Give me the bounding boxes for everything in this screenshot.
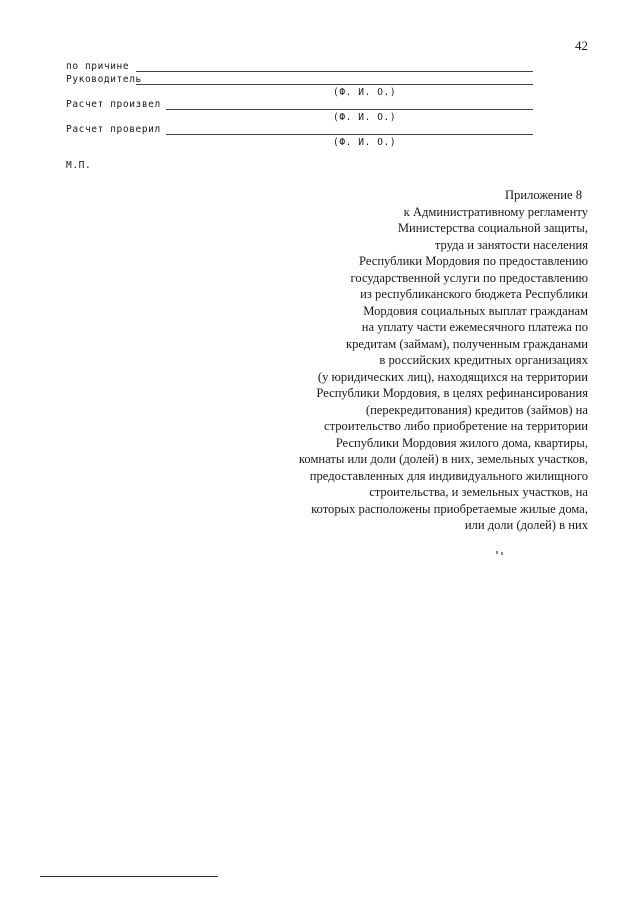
appendix-line: в российских кредитных организациях [379,353,588,367]
appendix-line: Республики Мордовия жилого дома, квартиры, [335,435,588,450]
head-line [136,84,533,85]
appendix-line: труда и занятости населения [434,237,588,252]
checked-line [166,134,533,135]
appendix-line: строительства, и земельных участков, на [369,485,588,499]
calculated-line [166,109,533,110]
appendix-line: Республики Мордовия по предоставлению [358,254,588,268]
appendix-line: Республики Мордовия, в целях рефинансирования [316,386,588,400]
calculated-label: Расчет произвел [66,99,161,110]
footnote-separator [40,876,218,877]
calculated-fio-caption: (Ф. И. О.) [333,112,397,123]
appendix-line: к Административному регламенту [403,204,588,219]
appendix-line: Мордовия социальных выплат гражданам [363,303,588,318]
appendix-line: которых расположены приобретаемые жилые дома, [311,501,588,516]
appendix-line: комнаты или доли (долей) в них, земельных участков, [298,452,588,466]
reason-line [136,71,533,72]
checked-fio-caption: (Ф. И. О.) [333,137,397,148]
appendix-line: из республиканского бюджета Республики [360,287,588,301]
appendix-line: Министерства социальной защиты, [397,221,588,235]
head-fio-caption: (Ф. И. О.) [333,87,397,98]
head-label: Руководитель [66,74,142,85]
appendix-line: (перекредитования) кредитов (займов) на [365,402,588,417]
appendix-line: (у юридических лиц), находящихся на территории [317,369,588,384]
reason-label: по причине [66,61,130,72]
appendix-line: кредитам (займам), полученным гражданами [345,336,588,351]
checked-label: Расчет проверил [66,124,161,135]
appendix-line: Приложение 8 [504,188,582,202]
page-number: 42 [575,38,588,53]
appendix-line: предоставленных для индивидуального жилищного [309,468,588,483]
appendix-heading [228,187,588,534]
appendix-line: государственной услуги по предоставлению [350,270,588,285]
scan-speck [496,551,510,555]
appendix-line: строительство либо приобретение на территории [324,419,588,433]
appendix-line: или доли (долей) в них [464,518,588,532]
stamp-place: М.П. [66,160,92,171]
appendix-line: на уплату части ежемесячного платежа по [361,320,588,334]
